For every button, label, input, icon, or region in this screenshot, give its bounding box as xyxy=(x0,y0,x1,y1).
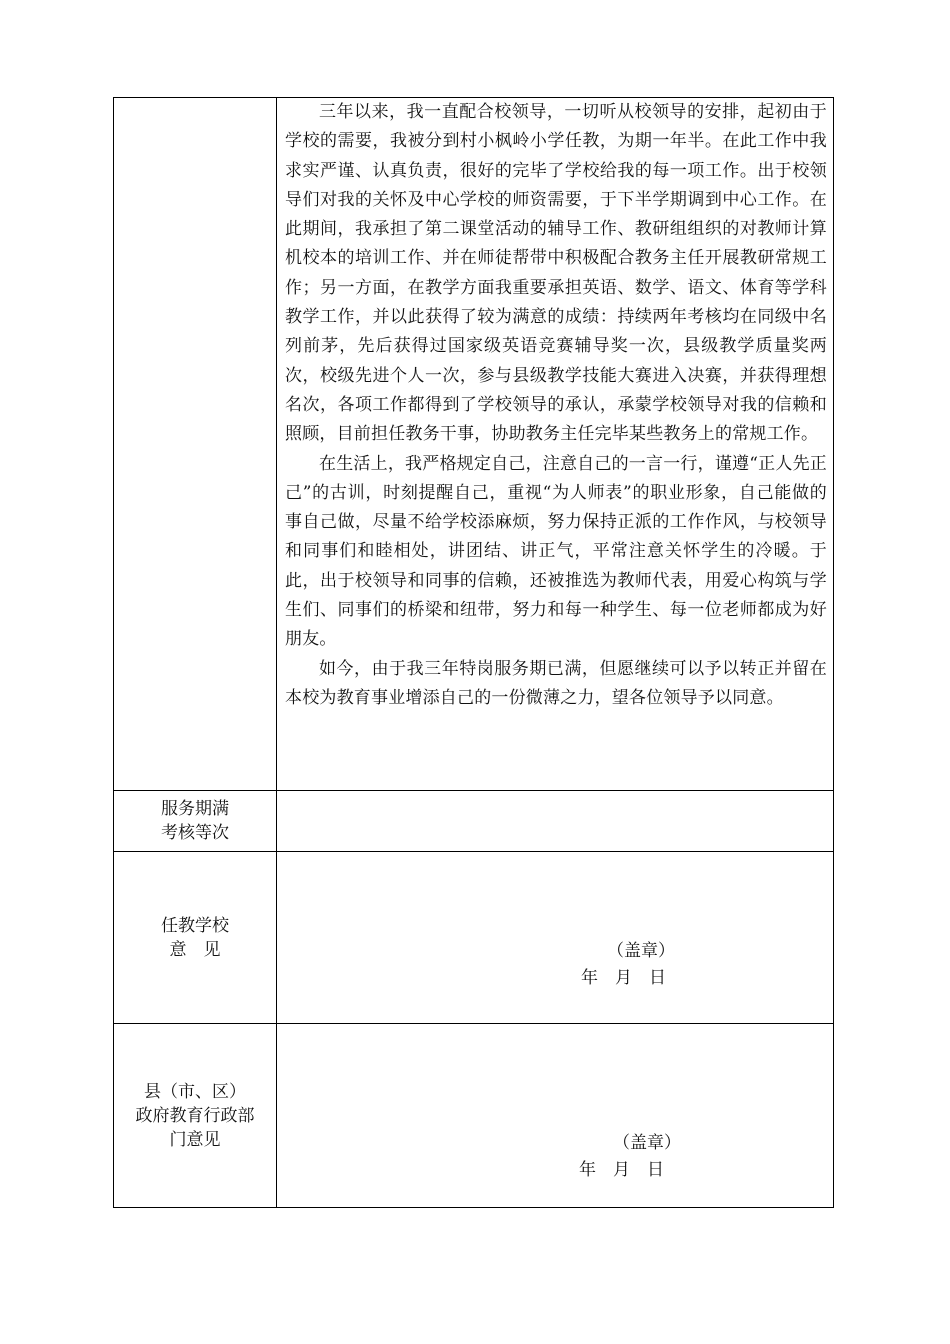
statement-paragraph-1: 三年以来，我一直配合校领导，一切听从校领导的安排，起初由于学校的需要，我被分到村小枫岭小学任教，为期一年半。在此工作中我求实严谨、认真负责，很好的完毕了学校给我的每一项工作。出于校领导们对我的关怀及中心学校的师资需要，于下半学期调到中心工作。在此期间，我承担了第二课堂活动的辅导工作、教研组组织的对教师计算机校本的培训工作、并在师徒帮带中积极配合教务主任开展教研常规工作；另一方面，在教学方面我重要承担英语、数学、语文、体育等学科教学工作，并以此获得了较为满意的成绩：持续两年考核均在同级中名列前茅，先后获得过国家级英语竞赛辅导奖一次，县级教学质量奖两次，校级先进个人一次，参与县级教学技能大赛进入决赛，并获得理想名次，各项工作都得到了学校领导的承认，承蒙学校领导对我的信赖和照顾，目前担任教务干事，协助教务主任完毕某些教务上的常规工作。 xyxy=(285,102,827,445)
statement-paragraph-2: 在生活上，我严格规定自己，注意自己的一言一行，谨遵“正人先正己”的古训，时刻提醒自己，重视“为人师表”的职业形象，自己能做的事自己做，尽量不给学校添麻烦，努力保持正派的工作作风，与校领导和同事们和睦相处，讲团结、讲正气，平常注意关怀学生的冷暖。于此，出于校领导和同事的信赖，还被推选为教师代表，用爱心构筑与学生们、同事们的桥梁和纽带，努力和每一种学生、每一位老师都成为好朋友。 xyxy=(285,453,827,650)
statement-row xyxy=(114,98,834,791)
school-label-cell xyxy=(114,852,277,1024)
rating-label-line1: 服务期满 xyxy=(161,799,229,819)
statement-paragraph-3: 如今，由于我三年特岗服务期已满，但愿继续可以予以转正并留在本校为教育事业增添自己的一份微薄之力，望各位领导予以同意。 xyxy=(285,658,827,708)
county-label-line2: 政府教育行政部 xyxy=(135,1105,255,1126)
county-date-label: 年 月 日 xyxy=(579,1160,664,1180)
county-label-cell xyxy=(114,1024,277,1208)
school-seal-label: （盖章） xyxy=(607,941,675,961)
rating-label-line2: 考核等次 xyxy=(161,823,229,843)
statement-label-cell xyxy=(114,98,277,791)
school-opinion-row xyxy=(114,852,834,1024)
statement-content-cell xyxy=(277,98,834,791)
county-seal-label: （盖章） xyxy=(613,1133,681,1153)
county-label-line1: 县（市、区） xyxy=(144,1081,246,1102)
rating-row xyxy=(114,791,834,852)
application-form-table xyxy=(113,97,834,1208)
county-opinion-row xyxy=(114,1024,834,1208)
school-seal-block xyxy=(285,852,827,1023)
county-label-line3: 门意见 xyxy=(169,1129,221,1150)
rating-value-cell[interactable] xyxy=(277,791,834,852)
school-label-line2: 意 见 xyxy=(169,939,221,960)
school-opinion-cell[interactable] xyxy=(277,852,834,1024)
rating-label-cell xyxy=(114,791,277,852)
county-seal-block xyxy=(285,1024,827,1207)
school-label-line1: 任教学校 xyxy=(161,915,229,936)
county-opinion-cell[interactable] xyxy=(277,1024,834,1208)
school-date-label: 年 月 日 xyxy=(581,968,666,988)
